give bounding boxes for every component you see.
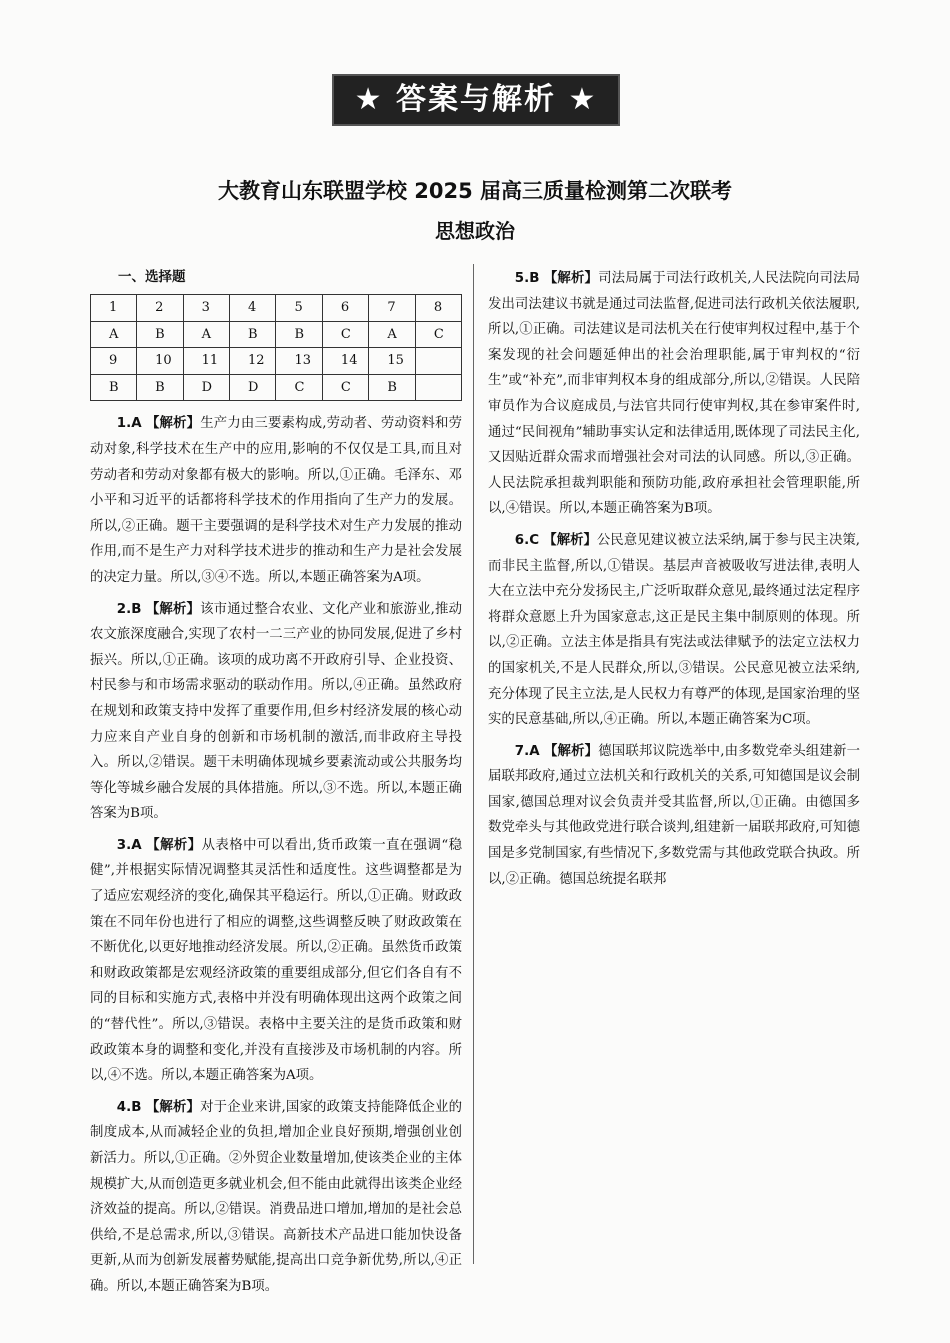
table-row <box>91 321 462 348</box>
table-cell: C <box>322 374 368 401</box>
table-cell: 1 <box>91 295 137 322</box>
right-column <box>488 266 860 892</box>
table-cell: B <box>230 321 276 348</box>
subject-title: 思想政治 <box>435 219 515 243</box>
exam-title: 大教育山东联盟学校 2025 届高三质量检测第二次联考 <box>217 179 733 203</box>
answer-item: 7.A 【解析】德国联邦议院选举中,由多数党牵头组建新一届联邦政府,通过立法机关和行政机关的关系,可知德国是议会制国家,德国总理对议会负责并受其监督,所以,①正确。由德国多数党牵头与其他政党进行联合谈判,组建新一届联邦政府,可知德国是多党制国家,有些情况下,多数党需与其他政党联合执政。所以,②正确。德国总统提名联邦 <box>488 743 860 887</box>
table-cell: A <box>369 321 415 348</box>
table-cell: 9 <box>91 348 137 375</box>
answer-banner: ★ 答案与解析 ★ <box>332 74 620 126</box>
answer-item: 3.A 【解析】从表格中可以看出,货币政策一直在强调“稳健”,并根据实际情况调整其灵活性和适度性。这些调整都是为了适应宏观经济的变化,确保其平稳运行。所以,①正确。财政政策在不同年份也进行了相应的调整,这些调整反映了财政政策在不断优化,以更好地推动经济发展。所以,②正确。虽然货币政策和财政政策都是宏观经济政策的重要组成部分,但它们各自有不同的目标和实施方式,表格中并没有明确体现出这两个政策之间的“替代性”。所以,③错误。表格中主要关注的是货币政策和财政政策本身的调整和变化,并没有直接涉及市场机制的内容。所以,④不选。所以,本题正确答案为A项。 <box>90 837 463 1084</box>
column-divider <box>473 264 474 1264</box>
table-cell: D <box>230 374 276 401</box>
table-cell: A <box>183 321 229 348</box>
table-cell: 7 <box>369 295 415 322</box>
table-cell: 10 <box>137 348 183 375</box>
table-cell: C <box>322 321 368 348</box>
answer-item: 5.B 【解析】司法局属于司法行政机关,人民法院向司法局发出司法建议书就是通过司法监督,促进司法行政机关依法履职,所以,①正确。司法建议是司法机关在行使审判权过程中,基于个案发现的社会问题延伸出的社会治理职能,属于审判权的“衍生”或“补充”,而非审判权本身的组成部分,所以,②错误。人民陪审员作为合议庭成员,与法官共同行使审判权,其在参审案件时,通过“民间视角”辅助事实认定和法律适用,既体现了司法民主化,又因贴近群众需求而增强社会对司法的认同感。所以,③正确。人民法院承担裁判职能和预防功能,政府承担社会管理职能,所以,④错误。所以,本题正确答案为B项。 <box>488 271 861 517</box>
answer-table <box>90 294 462 401</box>
table-cell: 2 <box>137 295 183 322</box>
table-cell: D <box>183 374 229 401</box>
table-cell: A <box>91 321 137 348</box>
table-cell <box>415 374 461 401</box>
answer-item: 2.B 【解析】该市通过整合农业、文化产业和旅游业,推动农文旅深度融合,实现了农村一二三产业的协同发展,促进了乡村振兴。所以,①正确。该项的成功离不开政府引导、企业投资、村民参与和市场需求驱动的联动作用。所以,④正确。虽然政府在规划和政策支持中发挥了重要作用,但乡村经济发展的核心动力应来自产业自身的创新和市场机制的激活,而非政府主导投入。所以,②错误。题干未明确体现城乡要素流动或公共服务均等化等城乡融合发展的具体措施。所以,③不选。所以,本题正确答案为B项。 <box>90 601 463 822</box>
table-cell: 5 <box>276 295 322 322</box>
table-cell: B <box>369 374 415 401</box>
table-cell: B <box>91 374 137 401</box>
table-row <box>91 374 462 401</box>
table-row <box>91 295 462 322</box>
table-cell: 11 <box>183 348 229 375</box>
answer-item: 1.A 【解析】生产力由三要素构成,劳动者、劳动资料和劳动对象,科学技术在生产中的应用,影响的不仅仅是工具,而且对劳动者和劳动对象都有极大的影响。所以,①正确。毛泽东、邓小平和习近平的话都将科学技术的作用指向了生产力的发展。所以,②正确。题干主要强调的是科学技术对生产力发展的推动作用,而不是生产力对科学技术进步的推动和生产力是社会发展的决定力量。所以,③④不选。所以,本题正确答案为A项。 <box>90 416 462 585</box>
table-cell: B <box>137 374 183 401</box>
table-cell: 3 <box>183 295 229 322</box>
table-cell: B <box>276 321 322 348</box>
table-cell: 4 <box>230 295 276 322</box>
table-cell: 12 <box>230 348 276 375</box>
table-row <box>91 348 462 375</box>
table-cell: 15 <box>369 348 415 375</box>
answer-item: 6.C 【解析】公民意见建议被立法采纳,属于参与民主决策,而非民主监督,所以,①错误。基层声音被吸收写进法律,表明人大在立法中充分发扬民主,广泛听取群众意见,最终通过法定程序将群众意愿上升为国家意志,这正是民主集中制原则的体现。所以,②正确。立法主体是指具有宪法或法律赋予的法定立法权力的国家机关,不是人民群众,所以,③错误。公民意见被立法采纳,充分体现了民主立法,是人民权力有尊严的体现,是国家治理的坚实的民意基础,所以,④正确。所以,本题正确答案为C项。 <box>488 532 861 728</box>
answer-item: 4.B 【解析】对于企业来讲,国家的政策支持能降低企业的制度成本,从而减轻企业的负担,增加企业良好预期,增强创业创新活力。所以,①正确。②外贸企业数量增加,使该类企业的主体规模扩大,从而创造更多就业机会,但不能由此就得出该类企业经济效益的提高。所以,②错误。消费品进口增加,增加的是社会总供给,不是总需求,所以,③错误。高新技术产品进口能加快设备更新,从而为创新发展蓄势赋能,提高出口竞争新优势,所以,④正确。所以,本题正确答案为B项。 <box>90 1099 463 1294</box>
table-cell: 14 <box>322 348 368 375</box>
table-cell: B <box>137 321 183 348</box>
table-cell <box>415 348 461 375</box>
section-heading: 一、选择题 <box>118 269 186 285</box>
left-column <box>90 266 462 1300</box>
table-cell: C <box>276 374 322 401</box>
table-cell: 13 <box>276 348 322 375</box>
table-cell: 6 <box>322 295 368 322</box>
table-cell: 8 <box>415 295 461 322</box>
table-cell: C <box>415 321 461 348</box>
